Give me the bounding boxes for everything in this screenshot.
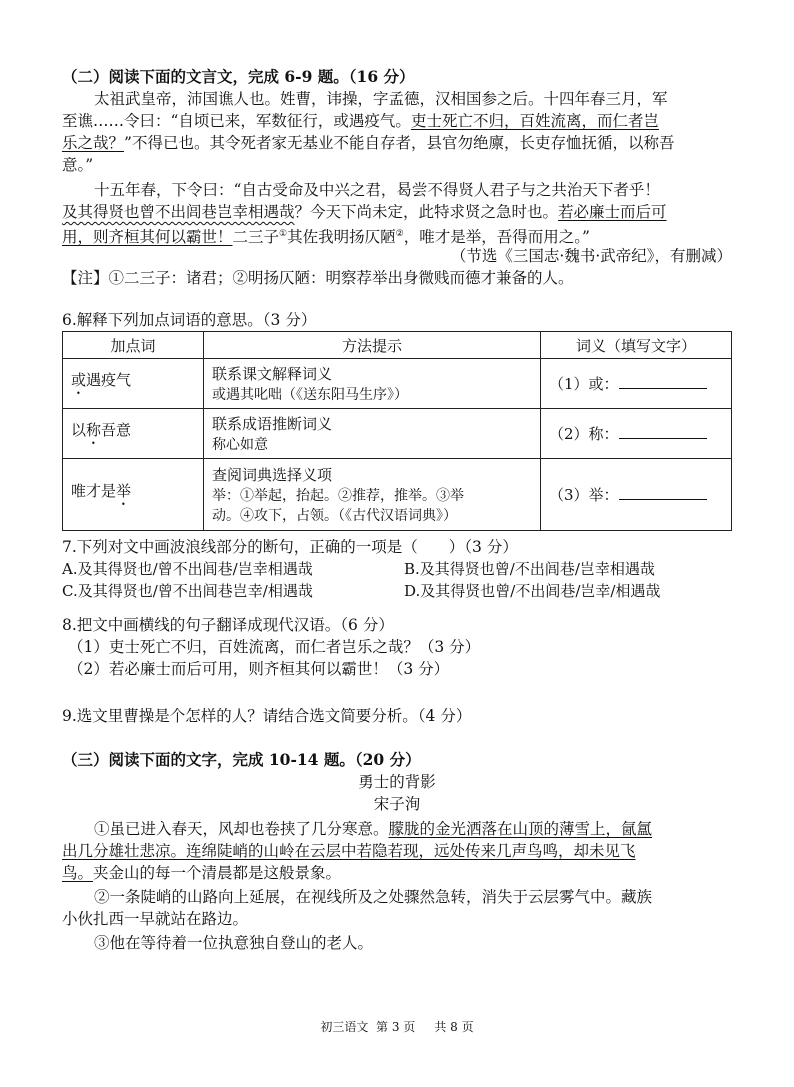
passage-text: 其佐我明扬仄陋 [287, 228, 396, 247]
page-footer [0, 1018, 794, 1035]
footnote: 【注】①二三子：诸君；②明扬仄陋：明察荐举出身微贱而德才兼备的人。 [62, 269, 574, 287]
passage-text: ？今天下尚未定，此特求贤之急时也。 [294, 203, 559, 221]
footer-total: 共 8 页 [434, 1020, 474, 1034]
answer-blank[interactable] [619, 374, 707, 389]
article-line: ③他在等待着一位执意独自登山的老人。 [94, 934, 374, 952]
footnote-marker: ② [395, 229, 404, 239]
dotted-character: 举 [116, 482, 132, 500]
passage-line [62, 201, 732, 223]
footer-page: 第 3 页 [376, 1020, 416, 1034]
underlined-sentence-2: 若必廉士而后可 [558, 203, 667, 221]
passage-line: 意。” [62, 156, 94, 174]
passage-line [62, 110, 732, 132]
article-title: 勇士的背影 [358, 773, 436, 791]
passage-source: （节选《三国志·魏书·武帝纪》，有删减） [450, 247, 732, 265]
dotted-character: 称 [86, 421, 102, 439]
answer-cell: （2）称： [541, 409, 732, 459]
answer-cell: （1）或： [541, 359, 732, 409]
table-row [63, 459, 732, 531]
option-d[interactable]: D.及其得贤也曾/不出闾巷/岂幸/相遇哉 [404, 582, 661, 600]
question-7-stem: 7.下列对文中画波浪线部分的断句，正确的一项是（ ）（3 分） [62, 538, 518, 556]
section3-title: （三）阅读下面的文字，完成 10-14 题。（20 分） [62, 750, 421, 769]
option-c[interactable]: C.及其得贤也/曾不出闾巷岂幸/相遇哉 [62, 582, 313, 600]
table-row [63, 409, 732, 459]
table-header-row [63, 332, 732, 359]
hint-cell: 联系课文解释词义 或遇其叱咄（《送东阳马生序》） [204, 359, 541, 409]
dotted-word-cell: 唯才是举 [63, 459, 204, 531]
answer-cell: （3）举： [541, 459, 732, 531]
underlined-sentence: 鸟。 [62, 864, 94, 882]
option-b[interactable]: B.及其得贤也曾/不出闾巷/岂幸相遇哉 [404, 560, 655, 578]
dotted-word-cell: 以称吾意 [63, 409, 204, 459]
article-author: 宋子洵 [373, 795, 421, 813]
passage-text: ，唯才是举，吾得而用之。” [403, 228, 590, 247]
article-line: ②一条陡峭的山路向上延展，在视线所及之处骤然急转，消失于云层雾气中。藏族 [94, 888, 653, 906]
dotted-word-cell: 或遇疫气 [63, 359, 204, 409]
underlined-sentence: 出几分雄壮悲凉。连绵陡峭的山岭在云层中若隐若现，远处传来几声鸟鸣，却未见飞 [62, 842, 636, 860]
article-line: ①虽已进入春天，风却也卷挟了几分寒意。朦胧的金光洒落在山顶的薄雪上，氤氲 [94, 820, 653, 838]
dotted-character: 或 [71, 371, 87, 389]
table-row [63, 359, 732, 409]
passage-text: 至谯……令曰：“自顷已来，军数征行，或遇疫气。 [62, 112, 411, 130]
underlined-sentence-2-end: 用，则齐桓其何以霸世！ [62, 228, 233, 247]
passage-line [62, 132, 732, 154]
question-8-sentence-1: （1）吏士死亡不归，百姓流离，而仁者岂乐之哉？（3 分） [68, 638, 481, 656]
passage-text: ”不得已也。其令死者家无基业不能自存者，县官勿绝廪，长吏存恤抚循，以称吾 [124, 134, 675, 152]
footer-subject: 初三语文 [320, 1020, 369, 1034]
hint-cell: 联系成语推断词义 称心如意 [204, 409, 541, 459]
article-line: 鸟。夹金山的每一个清晨都是这般景象。 [62, 864, 342, 882]
column-header: 方法提示 [204, 332, 541, 359]
question-8-sentence-2: （2）若必廉士而后可用，则齐桓其何以霸世！（3 分） [68, 660, 450, 678]
option-a[interactable]: A.及其得贤也/曾不出闾巷/岂幸相遇哉 [62, 560, 313, 578]
footnote-marker: ① [279, 229, 288, 239]
column-header: 词义（填写文字） [541, 332, 732, 359]
article-line: 小伙扎西一早就站在路边。 [62, 910, 249, 928]
passage-line: 太祖武皇帝，沛国谯人也。姓曹，讳操，字孟德，汉相国参之后。十四年春三月，军 [94, 90, 668, 108]
column-header: 加点词 [63, 332, 204, 359]
answer-blank[interactable] [619, 485, 707, 500]
section2-title: （二）阅读下面的文言文，完成 6-9 题。（16 分） [62, 67, 415, 86]
question-9-stem: 9.选文里曹操是个怎样的人？请结合选文简要分析。（4 分） [62, 707, 472, 725]
question-8-stem: 8.把文中画横线的句子翻译成现代汉语。（6 分） [62, 616, 394, 634]
vocabulary-table [62, 331, 732, 531]
hint-cell: 查阅词典选择义项 举：①举起，抬起。②推荐，推举。③举 动。④攻下，占领。（《古代汉语词典》） [204, 459, 541, 531]
question-6-stem: 6.解释下列加点词语的意思。（3 分） [62, 311, 317, 329]
article-line [62, 840, 732, 862]
answer-blank[interactable] [619, 424, 707, 439]
wavy-underlined-phrase: 及其得贤也曾不出闾巷岂幸相遇哉 [62, 203, 295, 221]
underlined-sentence-1-end: 乐之哉？ [62, 134, 125, 152]
passage-text: 二三子 [232, 228, 280, 247]
passage-line: 十五年春，下令曰：“自古受命及中兴之君，曷尝不得贤人君子与之共治天下者乎！ [94, 181, 660, 199]
underlined-sentence-1: 吏士死亡不归，百姓流离，而仁者岂 [410, 112, 659, 130]
underlined-sentence: 朦胧的金光洒落在山顶的薄雪上，氤氲 [388, 820, 653, 838]
